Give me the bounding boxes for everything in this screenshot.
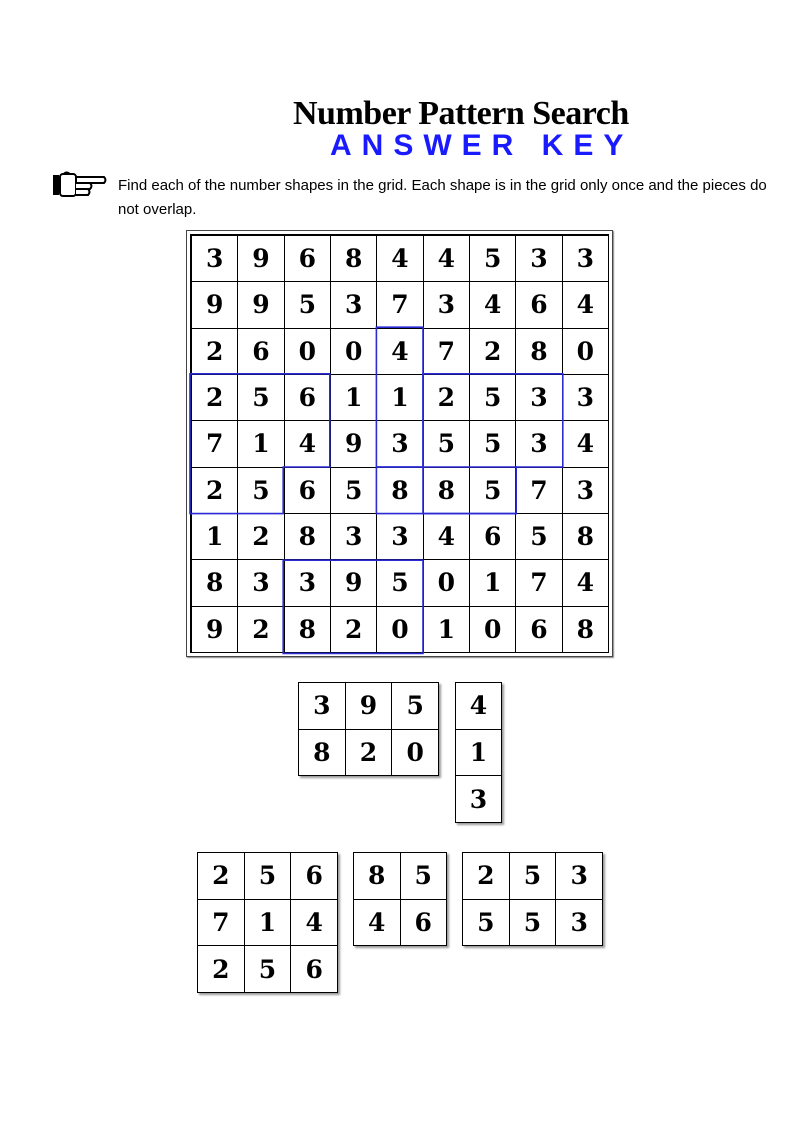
piece-cell: 2	[198, 853, 245, 900]
grid-cell: 3	[331, 514, 377, 560]
page-title: Number Pattern Search	[293, 95, 629, 132]
grid-cell: 4	[424, 514, 470, 560]
grid-cell: 1	[424, 607, 470, 653]
grid-cell: 1	[470, 560, 516, 606]
piece-cell: 8	[299, 730, 346, 777]
piece-cell: 5	[510, 853, 557, 900]
grid-cell: 8	[424, 468, 470, 514]
piece-cell: 4	[291, 900, 338, 947]
grid-cell: 9	[192, 607, 238, 653]
grid-cell: 7	[377, 282, 423, 328]
grid-cell: 9	[238, 282, 284, 328]
piece-cell: 5	[245, 853, 292, 900]
grid-cell: 3	[192, 236, 238, 282]
grid-cell: 5	[377, 560, 423, 606]
grid-cell: 1	[331, 375, 377, 421]
grid-cell: 1	[192, 514, 238, 560]
grid-cell: 7	[516, 560, 562, 606]
piece-cell: 5	[463, 900, 510, 947]
answer-key-subtitle: ANSWER KEY	[330, 129, 634, 162]
grid-cell: 8	[377, 468, 423, 514]
grid-cell: 2	[238, 607, 284, 653]
piece-cell: 6	[401, 900, 448, 947]
piece-cell: 3	[299, 683, 346, 730]
grid-cell: 0	[424, 560, 470, 606]
grid-cell: 2	[331, 607, 377, 653]
shape-piece-3x2	[298, 682, 439, 776]
piece-cell: 2	[463, 853, 510, 900]
grid-cell: 4	[563, 282, 609, 328]
grid-cell: 2	[192, 329, 238, 375]
piece-cell: 6	[291, 946, 338, 993]
grid-cell: 6	[516, 282, 562, 328]
grid-cell: 4	[377, 236, 423, 282]
number-grid	[190, 234, 609, 653]
piece-cell: 2	[198, 946, 245, 993]
grid-cell: 8	[563, 514, 609, 560]
grid-cell: 2	[192, 468, 238, 514]
grid-cell: 9	[331, 560, 377, 606]
piece-cell: 1	[245, 900, 292, 947]
grid-cell: 3	[285, 560, 331, 606]
piece-cell: 9	[346, 683, 393, 730]
grid-cell: 3	[331, 282, 377, 328]
grid-cell: 8	[331, 236, 377, 282]
grid-cell: 3	[516, 421, 562, 467]
grid-cell: 0	[563, 329, 609, 375]
grid-cell: 5	[516, 514, 562, 560]
piece-cell: 5	[392, 683, 439, 730]
grid-cell: 3	[563, 468, 609, 514]
grid-cell: 4	[285, 421, 331, 467]
grid-cell: 6	[285, 468, 331, 514]
grid-cell: 3	[563, 375, 609, 421]
piece-cell: 3	[556, 853, 603, 900]
grid-cell: 5	[470, 468, 516, 514]
grid-cell: 3	[377, 514, 423, 560]
grid-cell: 9	[331, 421, 377, 467]
grid-cell: 3	[238, 560, 284, 606]
grid-cell: 7	[424, 329, 470, 375]
grid-cell: 9	[238, 236, 284, 282]
grid-cell: 1	[238, 421, 284, 467]
pointing-hand-icon	[52, 171, 108, 199]
grid-cell: 0	[331, 329, 377, 375]
shape-piece-3x3	[197, 852, 338, 993]
grid-cell: 3	[563, 236, 609, 282]
grid-cell: 4	[424, 236, 470, 282]
grid-cell: 8	[285, 514, 331, 560]
grid-cell: 5	[238, 468, 284, 514]
piece-cell: 7	[198, 900, 245, 947]
grid-cell: 5	[470, 421, 516, 467]
piece-cell: 0	[392, 730, 439, 777]
piece-cell: 2	[346, 730, 393, 777]
grid-cell: 2	[192, 375, 238, 421]
piece-cell: 5	[401, 853, 448, 900]
piece-cell: 1	[456, 730, 502, 777]
grid-cell: 1	[377, 375, 423, 421]
grid-cell: 8	[563, 607, 609, 653]
grid-cell: 6	[285, 236, 331, 282]
grid-cell: 3	[377, 421, 423, 467]
grid-cell: 4	[470, 282, 516, 328]
grid-cell: 2	[470, 329, 516, 375]
grid-cell: 6	[516, 607, 562, 653]
grid-cell: 3	[516, 375, 562, 421]
grid-cell: 5	[424, 421, 470, 467]
grid-cell: 4	[563, 560, 609, 606]
grid-cell: 0	[285, 329, 331, 375]
shape-piece-vertical-3	[455, 682, 502, 823]
grid-cell: 3	[516, 236, 562, 282]
grid-cell: 2	[424, 375, 470, 421]
piece-cell: 4	[456, 683, 502, 730]
grid-cell: 5	[238, 375, 284, 421]
grid-cell: 4	[377, 329, 423, 375]
piece-cell: 4	[354, 900, 401, 947]
piece-cell: 3	[556, 900, 603, 947]
shape-piece-2x2	[353, 852, 447, 946]
grid-cell: 8	[192, 560, 238, 606]
piece-cell: 5	[510, 900, 557, 947]
grid-cell: 8	[285, 607, 331, 653]
grid-cell: 8	[516, 329, 562, 375]
grid-cell: 5	[285, 282, 331, 328]
grid-cell: 6	[470, 514, 516, 560]
grid-cell: 7	[516, 468, 562, 514]
grid-cell: 7	[192, 421, 238, 467]
shape-piece-3x2-right	[462, 852, 603, 946]
instructions-text: Find each of the number shapes in the grid. Each shape is in the grid only once and the pieces do not overlap.	[118, 177, 767, 218]
grid-cell: 6	[285, 375, 331, 421]
grid-cell: 0	[470, 607, 516, 653]
grid-cell: 6	[238, 329, 284, 375]
grid-cell: 4	[563, 421, 609, 467]
piece-cell: 3	[456, 776, 502, 823]
grid-cell: 0	[377, 607, 423, 653]
grid-cell: 3	[424, 282, 470, 328]
grid-cell: 2	[238, 514, 284, 560]
grid-cell: 5	[470, 375, 516, 421]
grid-cell: 5	[470, 236, 516, 282]
grid-cell: 5	[331, 468, 377, 514]
grid-cell: 9	[192, 282, 238, 328]
piece-cell: 8	[354, 853, 401, 900]
piece-cell: 5	[245, 946, 292, 993]
piece-cell: 6	[291, 853, 338, 900]
